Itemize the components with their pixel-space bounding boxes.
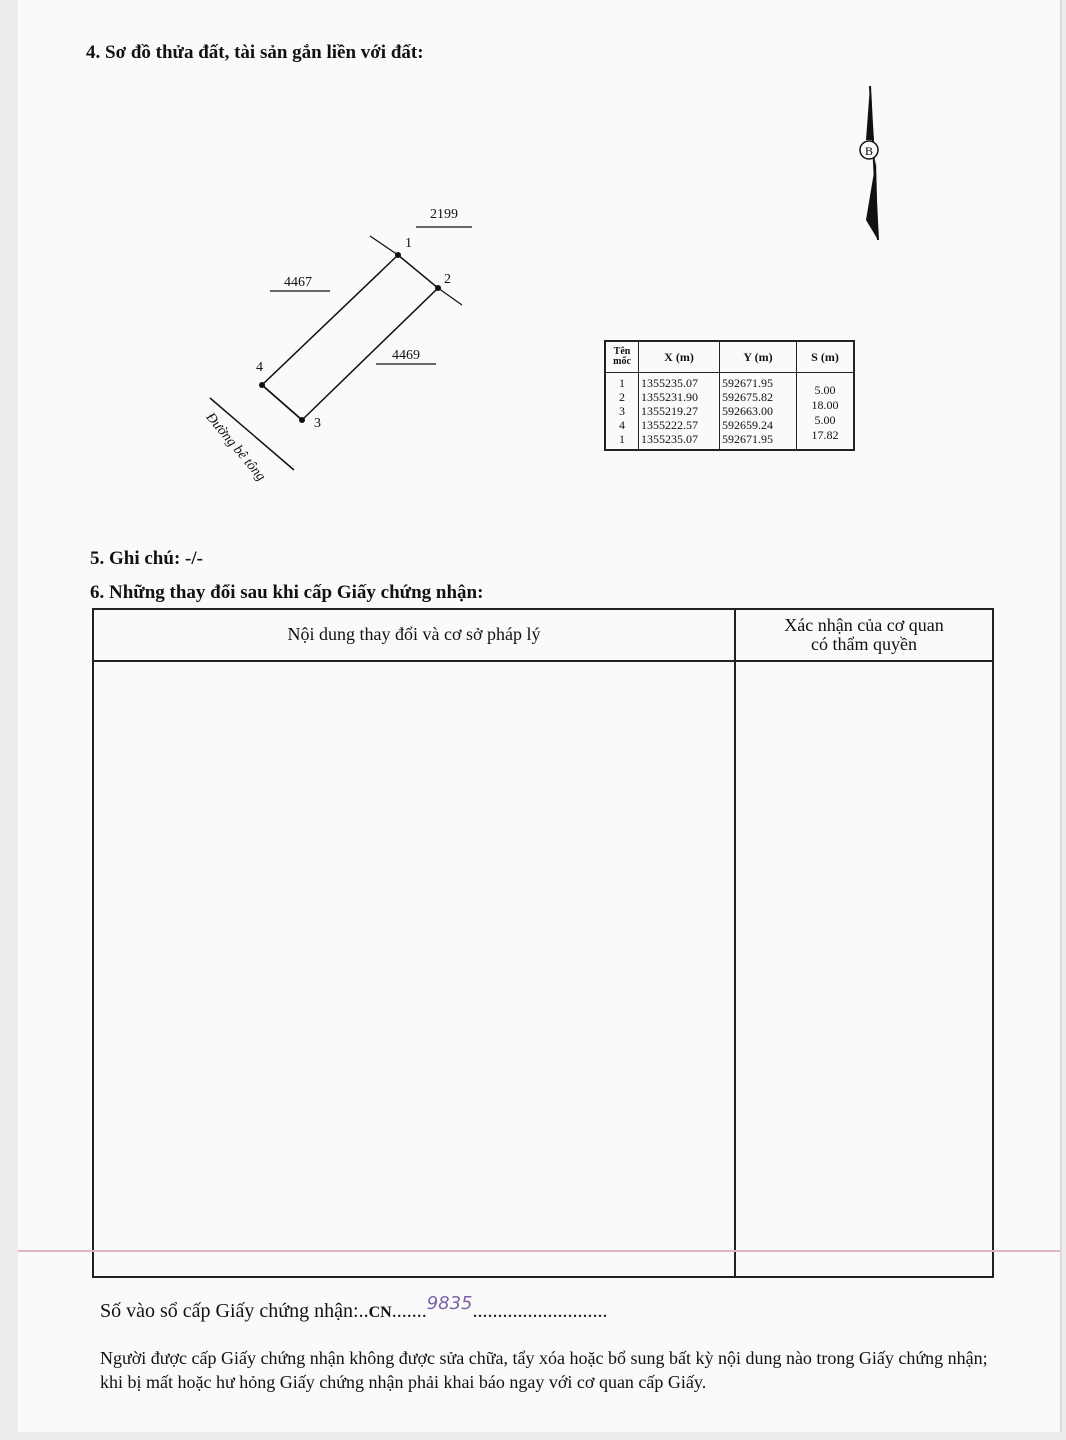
adjacent-parcel-right: 4469 bbox=[392, 348, 420, 363]
adjacent-parcel-top: 2199 bbox=[430, 207, 458, 222]
registration-prefix: CN bbox=[368, 1304, 392, 1321]
header-s: S (m) bbox=[797, 341, 855, 373]
header-x: X (m) bbox=[639, 341, 720, 373]
north-arrow-icon bbox=[860, 86, 878, 240]
table-row: 2 1355231.90 592675.82 bbox=[605, 390, 854, 404]
section-4-title: 4. Sơ đồ thửa đất, tài sản gắn liền với đất: bbox=[86, 42, 424, 63]
vertex-4 bbox=[259, 382, 265, 388]
point-label-2: 2 bbox=[444, 272, 451, 287]
table-row: 1 1355235.07 592671.95 bbox=[605, 432, 854, 450]
notice-text: Người được cấp Giấy chứng nhận không được sửa chữa, tẩy xóa hoặc bổ sung bất kỳ nội dung nào trong Giấy chứng nhận; khi bị mất hoặc hư hỏng Giấy chứng nhận phải khai báo ngay với cơ quan cấp Giấy. bbox=[100, 1348, 988, 1392]
header-y: Y (m) bbox=[720, 341, 797, 373]
registration-number-line: Số vào sổ cấp Giấy chứng nhận:..CN.......9835........................... bbox=[100, 1293, 608, 1322]
registration-number: 9835 bbox=[426, 1293, 473, 1314]
header-marker: Tên mốc bbox=[605, 341, 639, 373]
point-label-4: 4 bbox=[256, 360, 263, 375]
table-row: 1 1355235.07 592671.95 5.00 18.00 5.00 17.82 bbox=[605, 373, 854, 391]
registration-label: Số vào sổ cấp Giấy chứng nhận: bbox=[100, 1300, 359, 1322]
table-row: 4 1355222.57 592659.24 bbox=[605, 418, 854, 432]
vertex-3 bbox=[299, 417, 305, 423]
plot-diagram bbox=[18, 0, 1060, 520]
road-label: Đường bê tông bbox=[202, 410, 269, 485]
north-letter: B bbox=[864, 144, 874, 158]
vertex-1 bbox=[395, 252, 401, 258]
point-label-1: 1 bbox=[405, 236, 412, 251]
point-label-3: 3 bbox=[314, 416, 321, 431]
table-row: 3 1355219.27 592663.00 bbox=[605, 404, 854, 418]
changes-col-content-header: Nội dung thay đổi và cơ sở pháp lý bbox=[287, 624, 541, 644]
certificate-page bbox=[18, 0, 1062, 1432]
changes-col-authority-header: Xác nhận của cơ quan có thẩm quyền bbox=[784, 615, 944, 654]
lengths-cell: 5.00 18.00 5.00 17.82 bbox=[797, 373, 855, 451]
section-6-title: 6. Những thay đổi sau khi cấp Giấy chứng nhận: bbox=[90, 582, 484, 603]
adjacent-parcel-left: 4467 bbox=[284, 275, 312, 290]
vertex-2 bbox=[435, 285, 441, 291]
changes-table bbox=[92, 608, 994, 1278]
coordinates-table bbox=[604, 340, 855, 451]
section-5-title: 5. Ghi chú: -/- bbox=[90, 548, 203, 569]
divider-line bbox=[18, 1250, 1060, 1252]
